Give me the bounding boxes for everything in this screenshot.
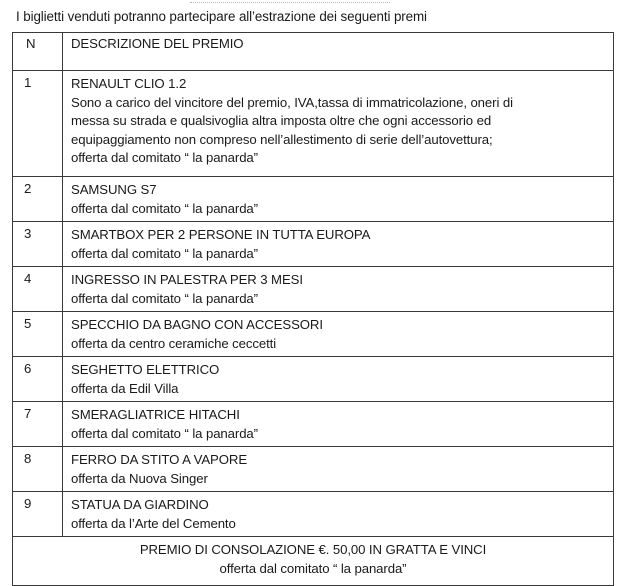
table-row [13,312,614,357]
prize-sponsor: offerta dal comitato “ la panarda” [71,290,258,306]
prize-sponsor: offerta dal comitato “ la panarda” [71,150,258,165]
prize-sponsor: offerta da Nuova Singer [71,470,208,486]
prize-terms-line: Sono a carico del vincitore del premio, IVA,tassa di immatricolazione, oneri di [71,94,513,110]
prize-terms-line: messa su strada e qualsivoglia altra imposta oltre che ogni accessorio ed [71,113,492,128]
table-row [13,71,614,177]
consolation-title: PREMIO DI CONSOLAZIONE €. 50,00 IN GRATTA E VINCI [139,542,487,557]
scan-artifact [190,2,390,4]
header-number: N [13,33,63,71]
prize-number: 5 [13,312,63,357]
prize-description [63,267,614,312]
table-row [13,447,614,492]
prize-sponsor: offerta dal comitato “ la panarda” [71,200,258,216]
prize-title: SMARTBOX PER 2 PERSONE IN TUTTA EUROPA [71,227,371,242]
prize-sponsor: offerta dal comitato “ la panarda” [71,245,258,261]
prize-number: 4 [13,267,63,312]
prize-title: STATUA DA GIARDINO [71,497,209,512]
prize-title: SAMSUNG S7 [71,182,157,197]
prize-title: FERRO DA STITO A VAPORE [71,452,248,467]
prize-title: SMERAGLIATRICE HITACHI [71,407,240,422]
consolation-row [13,537,614,586]
prize-number: 9 [13,492,63,537]
table-row [13,222,614,267]
table-row [13,402,614,447]
prize-title: INGRESSO IN PALESTRA PER 3 MESI [71,272,303,287]
prize-sponsor: offerta dal comitato “ la panarda” [71,425,258,441]
prize-number: 7 [13,402,63,447]
prize-number: 6 [13,357,63,402]
prize-sponsor: offerta da centro ceramiche ceccetti [71,335,277,351]
prize-number: 8 [13,447,63,492]
prize-sponsor: offerta da Edil Villa [71,380,179,396]
table-row [13,357,614,402]
table-row [13,177,614,222]
header-description: DESCRIZIONE DEL PREMIO [63,33,614,71]
prize-description [63,177,614,222]
table-row [13,492,614,537]
prize-title: SEGHETTO ELETTRICO [71,362,220,377]
prize-number: 3 [13,222,63,267]
table-header-row [13,33,614,71]
prize-description [63,492,614,537]
table-row [13,267,614,312]
prize-description [63,222,614,267]
prize-sponsor: offerta da l’Arte del Cemento [71,515,236,531]
prize-terms-line: equipaggiamento non compreso nell’allestimento di serie dell’autovettura; [71,131,493,147]
prize-title: SPECCHIO DA BAGNO CON ACCESSORI [71,317,323,332]
prize-description [63,357,614,402]
prize-number: 2 [13,177,63,222]
prize-description [63,312,614,357]
prize-title: RENAULT CLIO 1.2 [71,76,187,91]
prize-table [12,32,614,586]
consolation-prize [13,537,614,586]
consolation-sponsor: offerta dal comitato “ la panarda” [219,560,407,576]
prize-description [63,71,614,177]
prize-number: 1 [13,71,63,177]
intro-text: I biglietti venduti potranno partecipare all’estrazione dei seguenti premi [16,9,427,24]
prize-description [63,402,614,447]
prize-description [63,447,614,492]
